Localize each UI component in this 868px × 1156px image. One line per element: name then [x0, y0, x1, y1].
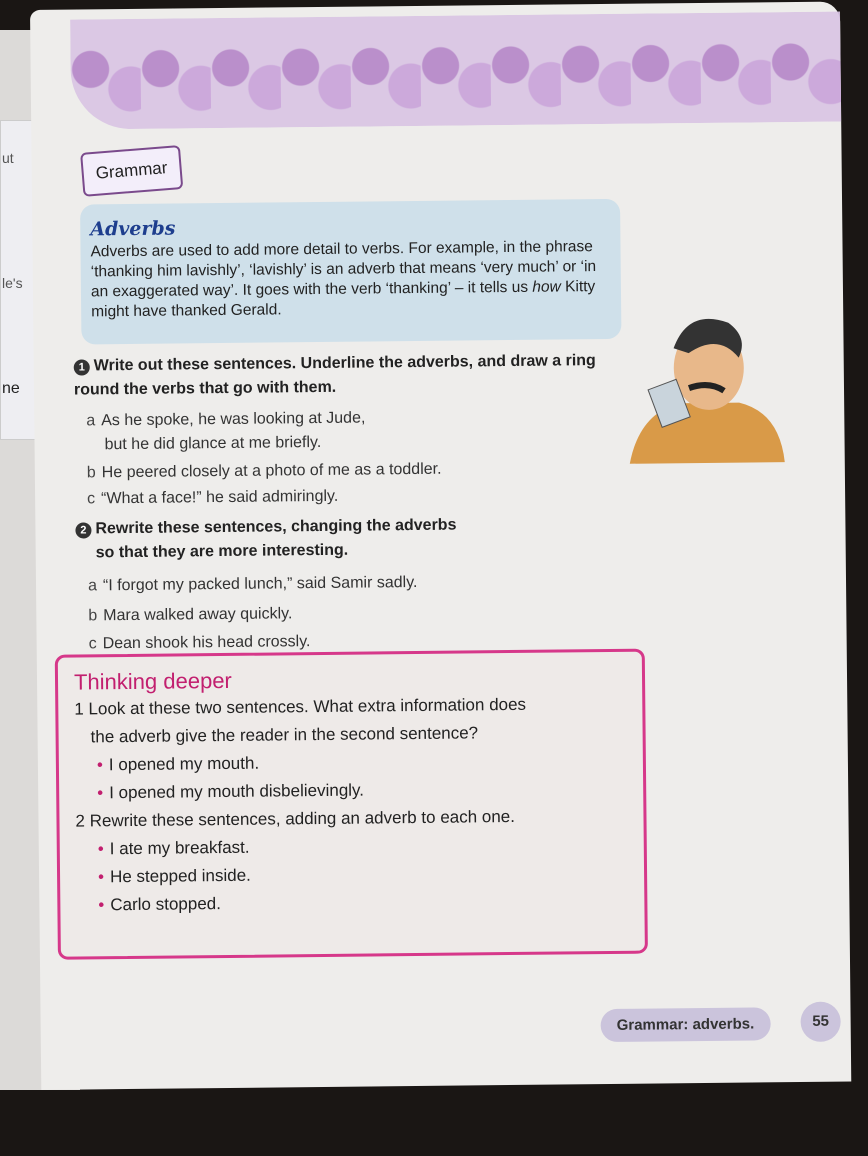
section-tab: Grammar — [80, 145, 183, 197]
bullet-item: • I opened my mouth. — [75, 746, 627, 780]
bullet-item: • I opened my mouth disbelievingly. — [75, 774, 627, 808]
list-item-continued: but he did glance at me briefly. — [104, 433, 322, 454]
list-item: a As he spoke, he was looking at Jude, — [86, 409, 366, 430]
question-1: 1 Write out these sentences. Underline the adverbs, and draw a ring round the verbs that go with them. — [73, 352, 596, 399]
man-with-photo-illustration — [618, 302, 790, 474]
list-item: c “What a face!” he said admiringly. — [87, 487, 339, 508]
definition-text: Adverbs are used to add more detail to verbs. For example, in the phrase ‘thanking him lavishly’, ‘lavishly’ is an adverb that means ‘very much’ or ‘in an exaggerated way’. It goes with the verb ‘thanking’ – it tells us how Kitty might have thanked Gerald. — [90, 238, 597, 321]
left-fragment: ne — [2, 380, 20, 397]
bullet-item: • I ate my breakfast. — [76, 830, 628, 864]
list-item: b He peered closely at a photo of me as a toddler. — [86, 460, 442, 482]
question-2: 2 Rewrite these sentences, changing the adverbs so that they are more interesting. — [75, 514, 456, 566]
thinking-deeper-box — [55, 649, 648, 960]
left-fragment: le's — [2, 275, 23, 291]
list-item: a “I forgot my packed lunch,” said Samir sadly. — [87, 573, 418, 595]
list-item: c Dean shook his head crossly. — [88, 633, 311, 653]
thinking-question-1: 1 Look at these two sentences. What extra information does — [74, 694, 527, 719]
thinking-question-2: 2 Rewrite these sentences, adding an adverb to each one. — [75, 806, 516, 831]
footer-label: Grammar: adverbs. — [600, 1007, 770, 1042]
definition-title: Adverbs — [90, 217, 176, 241]
textbook-page — [30, 2, 851, 1090]
definition-box — [80, 199, 621, 345]
page-number: 55 — [800, 1002, 840, 1042]
left-fragment: ut — [2, 150, 14, 166]
question-number: 2 — [75, 522, 91, 538]
list-item: b Mara walked away quickly. — [88, 605, 293, 625]
thinking-question-1-cont: the adverb give the reader in the second sentence? — [90, 723, 479, 747]
thinking-deeper-title: Thinking deeper — [73, 667, 232, 695]
bullet-item: • Carlo stopped. — [76, 886, 628, 920]
question-number: 1 — [74, 359, 90, 375]
decorative-dots-border — [70, 12, 841, 130]
bullet-item: • He stepped inside. — [76, 858, 628, 892]
